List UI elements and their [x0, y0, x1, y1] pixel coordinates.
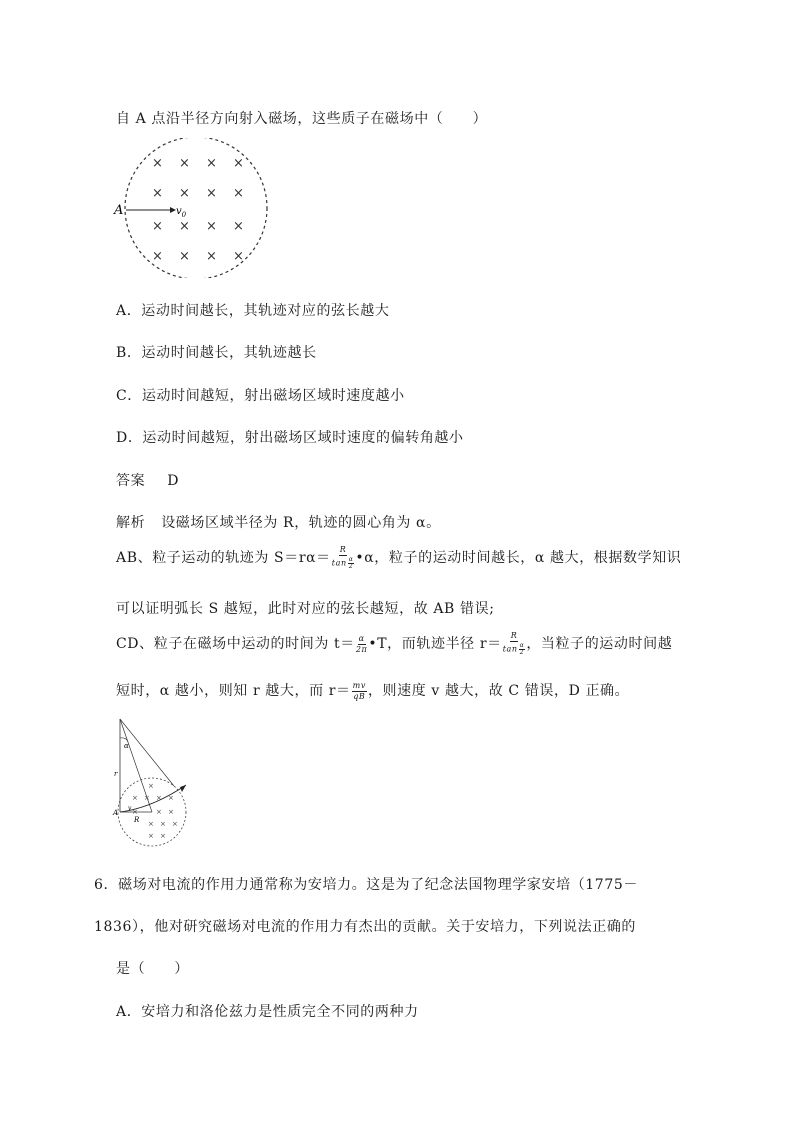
trajectory-figure [112, 716, 202, 848]
svg-text:×: × [233, 186, 244, 201]
field-radius-label: R [134, 816, 140, 824]
svg-text:×: × [156, 808, 162, 816]
point-a-label-2: A [113, 809, 119, 817]
svg-text:×: × [148, 782, 154, 790]
q6-line3: 是（ ） [116, 961, 189, 977]
analysis-intro-line [116, 512, 441, 532]
svg-text:×: × [179, 186, 190, 201]
q6-option-a: A．安培力和洛伦兹力是性质完全不同的两种力 [116, 1004, 419, 1020]
svg-text:×: × [152, 186, 163, 201]
option-d: D．运动时间越短，射出磁场区域时速度的偏转角越小 [116, 430, 464, 446]
answer-value: D [167, 473, 180, 489]
fraction-r-over-tan: R tan $\frac{\alpha}{2}$ [331, 545, 354, 570]
option-a: A．运动时间越长，其轨迹对应的弦长越大 [116, 303, 390, 319]
analysis-ab-line1: AB、粒子运动的轨迹为 S＝rα＝ R tan $\frac{\alpha}{2}$ •α，粒子的运动时间越长，α 越大，根据数学知识 [116, 545, 682, 570]
svg-text:×: × [152, 249, 163, 264]
velocity-label: $v_0$ [176, 206, 187, 219]
svg-text:×: × [179, 249, 190, 264]
svg-text:×: × [152, 156, 163, 171]
answer-line [116, 470, 179, 490]
svg-text:×: × [172, 820, 178, 828]
svg-text:×: × [148, 832, 154, 840]
svg-text:×: × [179, 219, 190, 234]
svg-text:×: × [179, 156, 190, 171]
option-b: B．运动时间越长，其轨迹越长 [116, 345, 317, 361]
svg-text:×: × [206, 219, 217, 234]
svg-text:×: × [132, 794, 138, 802]
point-a-label: A [114, 203, 124, 218]
fraction-alpha-over-2pi: $\frac{\alpha}{2\pi}$ [355, 633, 368, 654]
analysis-cd-line2: 短时，α 越小，则知 r 越大，而 r＝ $\frac{mv}{qB}$ ，则速度 v 越大，故 C 错误，D 正确。 [116, 680, 630, 701]
analysis-cd-line1: CD、粒子在磁场中运动的时间为 t＝ $\frac{\alpha}{2\pi}$ •T，而轨迹半径 r＝ R tan $\frac{\alpha}{2}$ ，当粒子的运动时间越 [116, 631, 673, 656]
svg-text:×: × [233, 156, 244, 171]
svg-text:×: × [132, 808, 138, 816]
magnetic-field-figure [104, 138, 284, 278]
svg-text:×: × [206, 249, 217, 264]
analysis-intro: 设磁场区域半径为 R，轨迹的圆心角为 α。 [161, 515, 441, 531]
svg-text:×: × [233, 219, 244, 234]
fraction-r-over-tan-2: R tan $\frac{\alpha}{2}$ [502, 631, 525, 656]
fraction-mv-over-qb: $\frac{mv}{qB}$ [352, 680, 366, 701]
answer-label: 答案 [116, 473, 146, 489]
question-tail: 自 A 点沿半径方向射入磁场，这些质子在磁场中（ ） [116, 111, 488, 127]
velocity-label-2: v [128, 805, 132, 812]
analysis-ab-line2: 可以证明弧长 S 越短，此时对应的弦长越短，故 AB 错误; [116, 601, 495, 617]
svg-text:×: × [148, 820, 154, 828]
svg-text:×: × [168, 794, 174, 802]
svg-text:×: × [160, 820, 166, 828]
svg-text:×: × [156, 794, 162, 802]
svg-text:×: × [144, 794, 150, 802]
svg-text:×: × [233, 249, 244, 264]
q6-line1: 6．磁场对电流的作用力通常称为安培力。这是为了纪念法国物理学家安培（1775－ [94, 877, 638, 893]
svg-text:×: × [160, 832, 166, 840]
svg-text:×: × [152, 219, 163, 234]
radius-r-label: r [114, 770, 118, 778]
field-marks-small [132, 782, 178, 840]
alpha-label: α [124, 742, 129, 750]
q6-line2: 1836），他对研究磁场对电流的作用力有杰出的贡献。关于安培力，下列说法正确的 [94, 919, 637, 935]
svg-text:×: × [206, 186, 217, 201]
svg-text:×: × [168, 808, 174, 816]
analysis-label: 解析 [116, 515, 146, 531]
option-c: C．运动时间越短，射出磁场区域时速度越小 [116, 388, 405, 404]
svg-text:×: × [206, 156, 217, 171]
